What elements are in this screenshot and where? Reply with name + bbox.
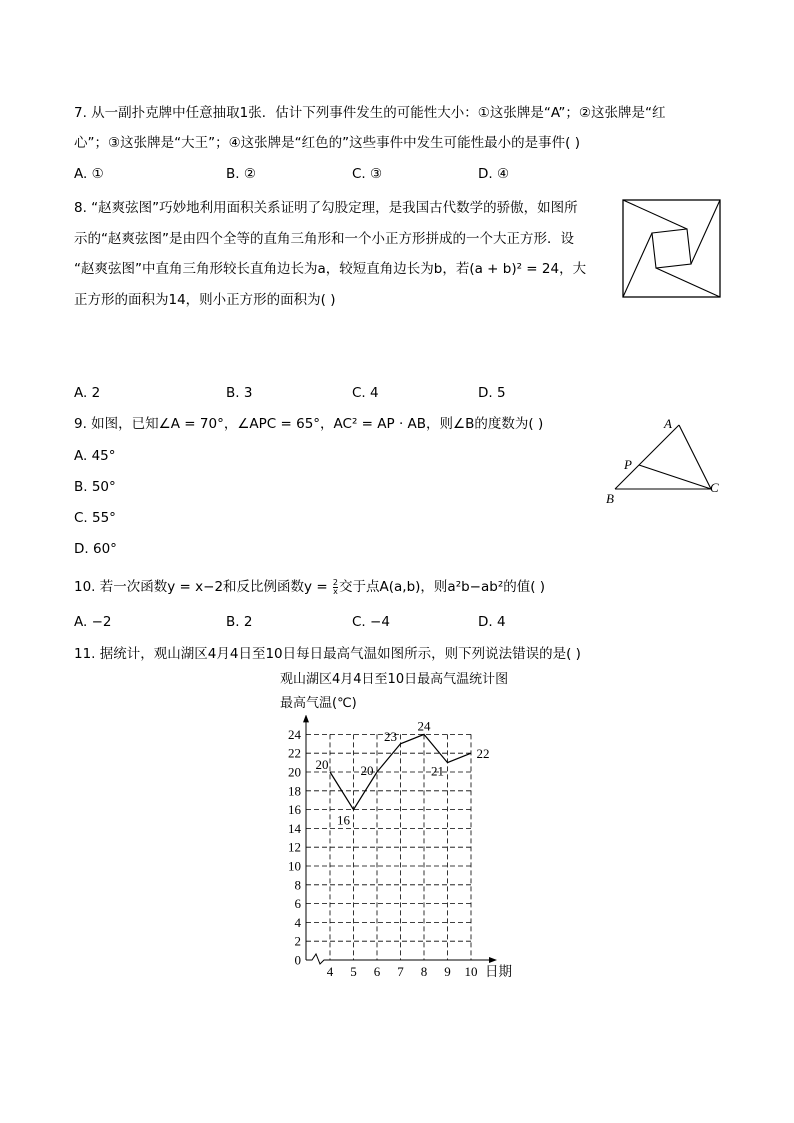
y-tick-label: 22 (288, 745, 301, 761)
y-tick-label: 2 (294, 933, 301, 949)
y-tick-label: 0 (294, 952, 301, 968)
x-axis (306, 954, 489, 964)
chart-title: 观山湖区4月4日至10日最高气温统计图 (280, 672, 509, 687)
x-tick-label: 10 (464, 964, 478, 979)
x-axis-label: 日期 (485, 964, 512, 980)
y-tick-label: 16 (288, 802, 301, 818)
q9-option-d[interactable]: D. 60° (74, 541, 117, 557)
data-label: 23 (384, 728, 397, 744)
y-axis-arrow (303, 715, 309, 722)
q8-option-c[interactable]: C. 4 (352, 385, 379, 401)
x-axis-arrow (489, 957, 497, 963)
data-label: 20 (315, 757, 329, 772)
q9-option-a[interactable]: A. 45° (74, 448, 116, 464)
x-tick-label: 9 (444, 964, 451, 979)
q7-option-d[interactable]: D. ④ (478, 166, 510, 182)
y-tick-label: 8 (294, 877, 301, 893)
y-tick-label: 24 (288, 726, 301, 742)
q10-option-a[interactable]: A. −2 (74, 614, 112, 630)
data-label: 21 (431, 763, 444, 779)
q10-frac-num: 2 (332, 577, 339, 587)
vertex-label-a: A (664, 416, 672, 431)
x-tick-label: 6 (373, 964, 381, 979)
q7-option-a[interactable]: A. ① (74, 166, 104, 182)
y-tick-label: 12 (288, 839, 301, 855)
data-label: 20 (360, 763, 374, 778)
zhao-shuang-chord-figure (622, 199, 722, 299)
y-tick-label: 4 (294, 914, 301, 930)
x-tick-label: 7 (397, 964, 404, 979)
vertex-label-p: P (624, 457, 632, 472)
vertex-label-c: C (710, 480, 719, 495)
y-tick-label: 20 (288, 764, 301, 780)
q8-option-b[interactable]: B. 3 (226, 385, 253, 401)
q8-line3: “赵爽弦图”中直角三角形较长直角边长为a，较短直角边长为b，若(a + b)² = 24，大 (74, 261, 587, 277)
y-tick-label: 10 (288, 858, 301, 874)
q7-option-b[interactable]: B. ② (226, 166, 256, 182)
q10-option-c[interactable]: C. −4 (352, 614, 390, 630)
q10-text-a: 10. 若一次函数y = x−2和反比例函数y = (74, 579, 332, 595)
x-tick-label: 5 (350, 964, 357, 979)
q8-option-d[interactable]: D. 5 (478, 385, 506, 401)
temperature-line-chart (280, 715, 540, 990)
q10-line1 (74, 577, 545, 597)
q8-line4: 正方形的面积为14，则小正方形的面积为( ) (74, 292, 336, 308)
q8-option-a[interactable]: A. 2 (74, 385, 101, 401)
q9-option-b[interactable]: B. 50° (74, 479, 116, 495)
q9-line1: 9. 如图，已知∠A = 70°，∠APC = 65°，AC² = AP · AB，则∠B的度数为( ) (74, 416, 544, 432)
q10-option-d[interactable]: D. 4 (478, 614, 506, 630)
q8-line1: 8. “赵爽弦图”巧妙地利用面积关系证明了勾股定理，是我国古代数学的骄傲，如图所 (74, 200, 578, 216)
vertex-label-b: B (606, 491, 614, 506)
triangle-figure (598, 412, 733, 507)
y-tick-label: 14 (288, 820, 301, 836)
data-label: 22 (476, 746, 490, 762)
q9-option-c[interactable]: C. 55° (74, 510, 116, 526)
y-tick-label: 6 (294, 896, 301, 912)
q10-frac-den: x (333, 586, 338, 596)
q8-line2: 示的“赵爽弦图”是由四个全等的直角三角形和一个小正方形拼成的一个大正方形．设 (74, 231, 574, 247)
x-tick-label: 4 (326, 964, 334, 979)
q11-line1: 11. 据统计，观山湖区4月4日至10日每日最高气温如图所示，则下列说法错误的是( ) (74, 646, 581, 662)
x-tick-label: 8 (420, 964, 428, 979)
chart-ylabel: 最高气温(℃) (280, 696, 357, 711)
q10-option-b[interactable]: B. 2 (226, 614, 253, 630)
y-tick-label: 18 (288, 783, 301, 799)
data-label: 24 (417, 718, 431, 734)
data-label: 16 (337, 812, 350, 828)
q10-fraction (333, 579, 338, 596)
q7-line1: 7. 从一副扑克牌中任意抽取1张．估计下列事件发生的可能性大小：①这张牌是“A”；②这张牌是“红 (74, 105, 666, 121)
q7-line2: 心”；③这张牌是“大王”；④这张牌是“红色的”这些事件中发生可能性最小的是事件( ) (74, 135, 580, 151)
q10-text-b: 交于点A(a,b)，则a²b−ab²的值( ) (339, 579, 546, 595)
q7-option-c[interactable]: C. ③ (352, 166, 383, 182)
